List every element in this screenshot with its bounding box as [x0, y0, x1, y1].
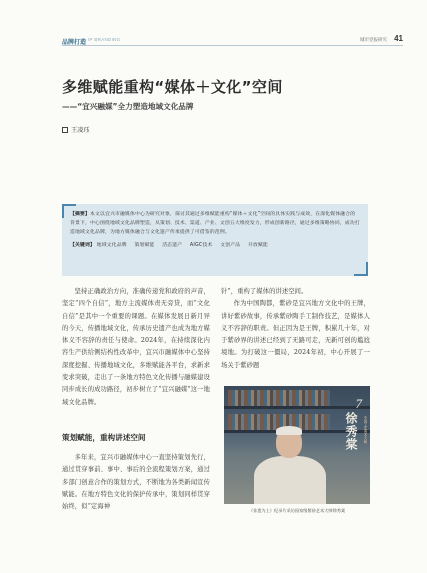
keyword: 开放赋能 — [247, 242, 268, 248]
subject-name: 徐秀棠 — [344, 412, 358, 451]
article-subtitle: ——“宜兴融媒”全力塑造地域文化品牌 — [62, 102, 194, 111]
person-hair — [276, 426, 302, 435]
photo-caption: 《非遗为上》纪录片采访国家级紫砂艺术大师徐秀棠 — [248, 508, 346, 513]
body-right-column — [221, 286, 370, 372]
keywords-label: 【关键词】 — [70, 242, 95, 248]
body-paragraph: 坚持正确政治方向，准确传递党和政府的声音，坚定“四个自信”，地方主流媒体责无旁贷，而“文化自信”是其中一个重要的课题。在媒体发展日新月异的今天，传播地域文化，传承历史遗产也成为地方媒体义不容辞的责任与使命。2024年，在持续深化内容生产供给侧结构性改革中，宜兴市融媒体中心坚持深度挖掘、传播地域文化，多维赋能各平台，求新求变求突破，走出了一条地方特色文化传播与融媒建设同步成长的成功路径，初步树立了“宜兴融媒”这一地域文化品牌。 — [62, 288, 210, 406]
keywords-line — [70, 241, 360, 250]
author-box-icon — [62, 127, 68, 133]
subject-title: 中国工艺美术大师 — [363, 416, 367, 444]
keyword: AIGC技术 — [189, 242, 213, 248]
keyword: 地域文化品牌 — [96, 242, 127, 248]
abstract-corner-top-left — [62, 204, 76, 218]
body-paragraph: 作为中国陶都，紫砂是宜兴地方文化中的王牌，讲好紫砂故事，传承紫砂陶手工制作技艺，是媒体人义不容辞的职责。但正因为是王牌，积累几十年，对于紫砂界的讲述已经到了无路可走，无新可创的尴尬境地。为打破这一僵局，2024年初，中心开展了一场关于紫砂题 — [221, 300, 370, 369]
bookshelf — [224, 406, 370, 409]
section-tag-en: IP BRANDING — [88, 37, 121, 42]
body-paragraph: 针”，重构了媒体的讲述空间。 — [221, 288, 308, 295]
keyword: 文创产品 — [220, 242, 241, 248]
article-photo — [224, 386, 370, 504]
books — [228, 390, 330, 406]
section-heading: 策划赋能，重构讲述空间 — [62, 433, 146, 442]
abstract-text — [70, 210, 360, 238]
abstract-body: 本文以宜兴市融媒体中心为研究对象，探讨其通过多维赋能重构“媒体＋文化”空间的具体实践与成效，在深化媒体融合的背景下，中心围绕地域文化品牌塑造，从策划、技术、渠道、产业、文创五大维度发力，形成创新路径，通过多维策略协同，成功打造地域文化品牌，为地方媒体融合与文化遗产传承提供了可借鉴的范例。 — [70, 212, 360, 236]
body-paragraph: 多年来，宜兴市融媒体中心一直坚持策划先行，通过贯穿事前、事中、事后的全流程策划方案，通过多部门创意合作的策划方式，不断地为各类新闻宣传赋能。在地方特色文化的保护传承中，策划同样贯穿始终，似“定海神 — [62, 454, 210, 511]
author-line — [62, 125, 90, 134]
keyword: 活态遗产 — [162, 242, 183, 248]
page-number: 41 — [394, 34, 403, 43]
abstract-box — [62, 204, 368, 276]
abstract-label: 【摘要】 — [70, 212, 90, 217]
section-tag: 品牌打造 — [62, 39, 87, 46]
keyword: 策划赋能 — [134, 242, 155, 248]
person-body — [254, 456, 326, 504]
article-title: 多维赋能重构“媒体＋文化”空间 — [62, 78, 283, 96]
journal-name: 城市党报研究 — [360, 38, 387, 43]
abstract-corner-bottom-right — [354, 262, 368, 276]
header-divider — [62, 45, 403, 46]
episode-number: 7 — [355, 396, 362, 411]
author-name: 王凌珏 — [71, 127, 90, 134]
